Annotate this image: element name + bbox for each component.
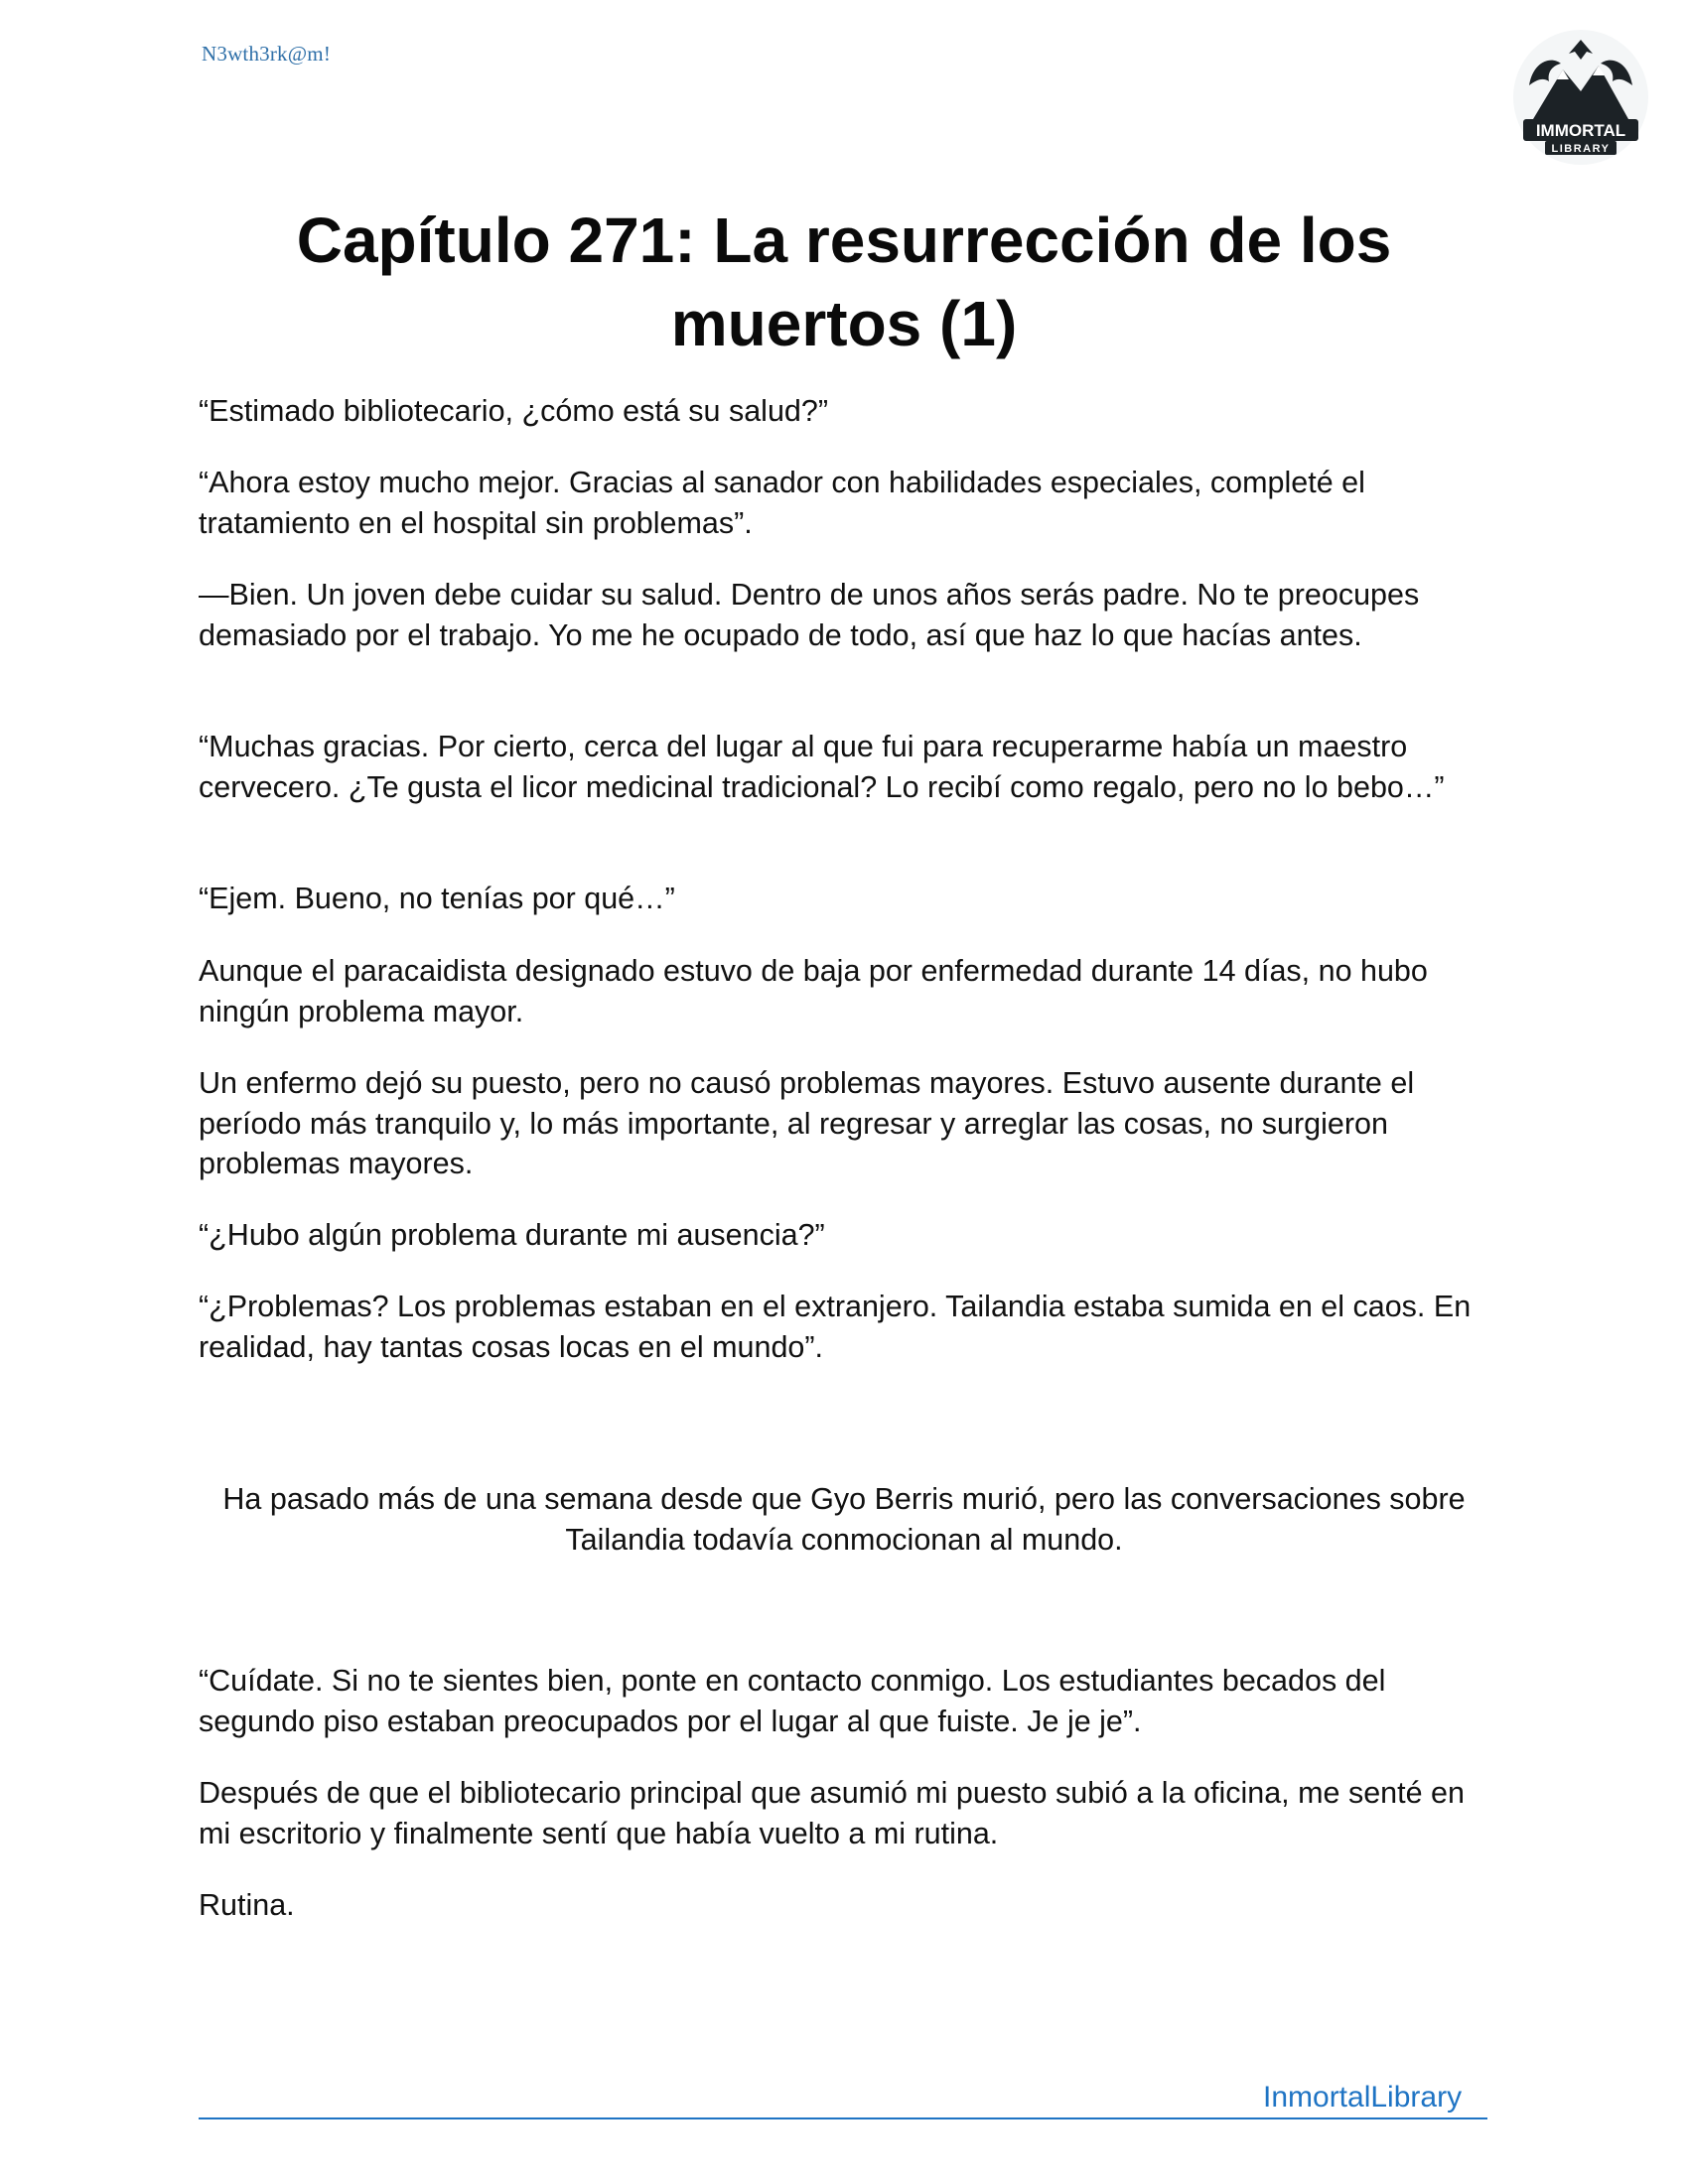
footer-divider xyxy=(199,2117,1487,2119)
immortal-library-logo xyxy=(1511,28,1650,167)
header-watermark: N3wth3rk@m! xyxy=(202,42,332,66)
footer-link-inmortallibrary[interactable]: InmortalLibrary xyxy=(1263,2081,1463,2114)
paragraph: “Ahora estoy mucho mejor. Gracias al sanador con habilidades especiales, completé el tratamiento en el hospital sin problemas”. xyxy=(199,466,1365,540)
paragraph: “¿Problemas? Los problemas estaban en el extranjero. Tailandia estaba sumida en el caos. En realidad, hay tantas cosas locas en el mundo”. xyxy=(199,1290,1472,1364)
paragraph: Aunque el paracaidista designado estuvo de baja por enfermedad durante 14 días, no hubo ningún problema mayor. xyxy=(199,954,1428,1028)
paragraph: “Estimado bibliotecario, ¿cómo está su salud?” xyxy=(199,394,829,428)
paragraph: Rutina. xyxy=(199,1888,295,1922)
logo-line1: IMMORTAL xyxy=(1535,121,1626,140)
logo-emblem xyxy=(1511,28,1650,167)
scene-break-paragraph: Ha pasado más de una semana desde que Gyo Berris murió, pero las conversaciones sobre Tailandia todavía conmocionan al mundo. xyxy=(222,1482,1466,1557)
logo-line2: LIBRARY xyxy=(1551,143,1611,155)
paragraph: Después de que el bibliotecario principal que asumió mi puesto subió a la oficina, me senté en mi escritorio y finalmente sentí que había vuelto a mi rutina. xyxy=(199,1776,1465,1850)
paragraph: “Cuídate. Si no te sientes bien, ponte en contacto conmigo. Los estudiantes becados del segundo piso estaban preocupados por el lugar al que fuiste. Je je je”. xyxy=(199,1664,1386,1738)
chapter-title: Capítulo 271: La resurrección de los muertos (1) xyxy=(296,205,1392,359)
paragraph: “¿Hubo algún problema durante mi ausencia?” xyxy=(199,1218,825,1252)
paragraph: —Bien. Un joven debe cuidar su salud. Dentro de unos años serás padre. No te preocupes demasiado por el trabajo. Yo me he ocupado de todo, así que haz lo que hacías antes. xyxy=(199,578,1420,652)
paragraph: “Muchas gracias. Por cierto, cerca del lugar al que fui para recuperarme había un maestro cervecero. ¿Te gusta el licor medicinal tradicional? Lo recibí como regalo, pero no lo bebo…” xyxy=(199,730,1445,804)
paragraph: “Ejem. Bueno, no tenías por qué…” xyxy=(199,882,675,915)
paragraph: Un enfermo dejó su puesto, pero no causó problemas mayores. Estuvo ausente durante el período más tranquilo y, lo más importante, al regresar y arreglar las cosas, no surgieron problemas mayores. xyxy=(199,1066,1415,1180)
